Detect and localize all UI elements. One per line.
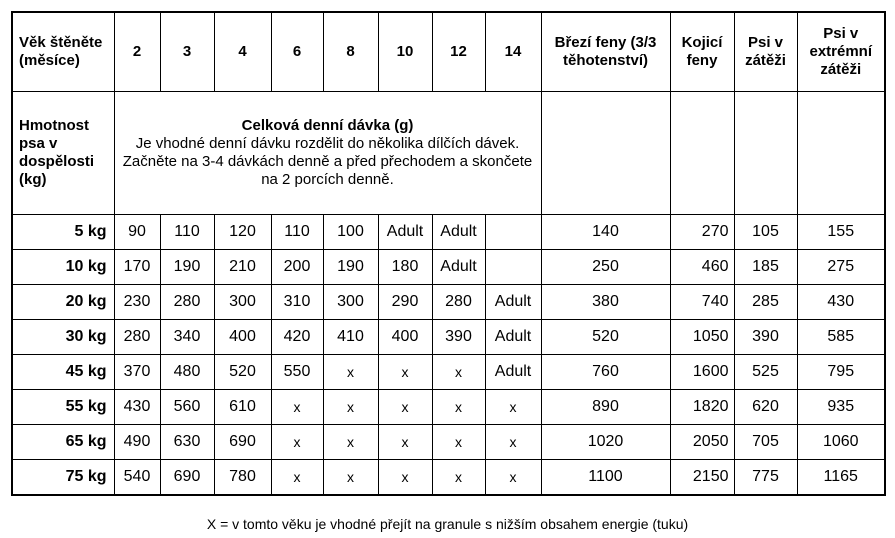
puppy-dose-cell: 410	[323, 320, 378, 355]
month-header: 10	[378, 12, 432, 92]
daily-dose-note	[114, 92, 541, 215]
puppy-dose-cell: x	[323, 460, 378, 496]
puppy-dose-cell: 310	[271, 285, 323, 320]
puppy-dose-cell: 560	[160, 390, 214, 425]
puppy-dose-cell: x	[432, 355, 485, 390]
puppy-dose-cell: 280	[432, 285, 485, 320]
puppy-dose-cell: 520	[214, 355, 271, 390]
empty-cell	[797, 92, 885, 215]
puppy-dose-cell: x	[378, 355, 432, 390]
lactating-dose-cell: 1600	[670, 355, 734, 390]
puppy-dose-cell: 200	[271, 250, 323, 285]
lactating-dose-cell: 1050	[670, 320, 734, 355]
table-row	[12, 285, 885, 320]
table-row	[12, 460, 885, 496]
month-header: 3	[160, 12, 214, 92]
lactating-dose-cell: 740	[670, 285, 734, 320]
pregnant-dose-cell: 1020	[541, 425, 670, 460]
working-dose-cell: 105	[734, 215, 797, 250]
puppy-dose-cell: 90	[114, 215, 160, 250]
feeding-table	[11, 11, 886, 496]
weight-cell: 55 kg	[12, 390, 114, 425]
weight-cell: 20 kg	[12, 285, 114, 320]
table-row	[12, 355, 885, 390]
pregnant-header: Březí feny (3/3 těhotenství)	[541, 12, 670, 92]
lactating-dose-cell: 1820	[670, 390, 734, 425]
puppy-dose-cell: 120	[214, 215, 271, 250]
empty-cell	[734, 92, 797, 215]
age-header: Věk štěněte (měsíce)	[12, 12, 114, 92]
puppy-dose-cell: 170	[114, 250, 160, 285]
puppy-dose-cell: 550	[271, 355, 323, 390]
puppy-dose-cell: 540	[114, 460, 160, 496]
puppy-dose-cell	[485, 250, 541, 285]
working-header: Psi v zátěži	[734, 12, 797, 92]
puppy-dose-cell: x	[323, 390, 378, 425]
subheader-row	[12, 92, 885, 215]
puppy-dose-cell: x	[432, 460, 485, 496]
extreme-dose-cell: 1165	[797, 460, 885, 496]
puppy-dose-cell: 190	[160, 250, 214, 285]
pregnant-dose-cell: 1100	[541, 460, 670, 496]
puppy-dose-cell: x	[378, 460, 432, 496]
footnote: X = v tomto věku je vhodné přejít na granule s nižším obsahem energie (tuku)	[206, 516, 689, 532]
extreme-dose-cell: 1060	[797, 425, 885, 460]
extreme-dose-cell: 430	[797, 285, 885, 320]
puppy-dose-cell: x	[485, 390, 541, 425]
puppy-dose-cell: x	[378, 425, 432, 460]
lactating-header: Kojicí feny	[670, 12, 734, 92]
puppy-dose-cell: 610	[214, 390, 271, 425]
puppy-dose-cell: 110	[271, 215, 323, 250]
puppy-dose-cell: x	[432, 390, 485, 425]
weight-cell: 45 kg	[12, 355, 114, 390]
puppy-dose-cell	[485, 215, 541, 250]
puppy-dose-cell: 100	[323, 215, 378, 250]
puppy-dose-cell: Adult	[485, 285, 541, 320]
weight-header: Hmotnost psa v dospělosti (kg)	[12, 92, 114, 215]
working-dose-cell: 620	[734, 390, 797, 425]
month-header: 2	[114, 12, 160, 92]
weight-cell: 10 kg	[12, 250, 114, 285]
puppy-dose-cell: 390	[432, 320, 485, 355]
working-dose-cell: 185	[734, 250, 797, 285]
puppy-dose-cell: 180	[378, 250, 432, 285]
working-dose-cell: 390	[734, 320, 797, 355]
lactating-dose-cell: 460	[670, 250, 734, 285]
daily-dose-title: Celková denní dávka (g)	[241, 117, 414, 134]
puppy-dose-cell: Adult	[432, 250, 485, 285]
extreme-header: Psi v extrémní zátěži	[797, 12, 885, 92]
puppy-dose-cell: 300	[323, 285, 378, 320]
extreme-dose-cell: 585	[797, 320, 885, 355]
pregnant-dose-cell: 760	[541, 355, 670, 390]
working-dose-cell: 525	[734, 355, 797, 390]
extreme-dose-cell: 795	[797, 355, 885, 390]
puppy-dose-cell: 110	[160, 215, 214, 250]
puppy-dose-cell: Adult	[485, 320, 541, 355]
puppy-dose-cell: 430	[114, 390, 160, 425]
table-row	[12, 250, 885, 285]
puppy-dose-cell: x	[271, 425, 323, 460]
working-dose-cell: 705	[734, 425, 797, 460]
table-row	[12, 320, 885, 355]
puppy-dose-cell: 690	[214, 425, 271, 460]
month-header: 8	[323, 12, 378, 92]
puppy-dose-cell: x	[271, 460, 323, 496]
table-row	[12, 425, 885, 460]
working-dose-cell: 285	[734, 285, 797, 320]
weight-cell: 65 kg	[12, 425, 114, 460]
extreme-dose-cell: 155	[797, 215, 885, 250]
weight-cell: 75 kg	[12, 460, 114, 496]
weight-cell: 30 kg	[12, 320, 114, 355]
puppy-dose-cell: 280	[160, 285, 214, 320]
puppy-dose-cell: 230	[114, 285, 160, 320]
puppy-dose-cell: 480	[160, 355, 214, 390]
puppy-dose-cell: 690	[160, 460, 214, 496]
puppy-dose-cell: 630	[160, 425, 214, 460]
extreme-dose-cell: 275	[797, 250, 885, 285]
puppy-dose-cell: 370	[114, 355, 160, 390]
daily-dose-text: Je vhodné denní dávku rozdělit do několika dílčích dávek. Začněte na 3-4 dávkách denně a před přechodem a skončete na 2 porcích denně.	[122, 135, 533, 188]
puppy-dose-cell: 190	[323, 250, 378, 285]
empty-cell	[541, 92, 670, 215]
empty-cell	[670, 92, 734, 215]
lactating-dose-cell: 270	[670, 215, 734, 250]
puppy-dose-cell: 780	[214, 460, 271, 496]
puppy-dose-cell: 290	[378, 285, 432, 320]
month-header: 12	[432, 12, 485, 92]
puppy-dose-cell: Adult	[432, 215, 485, 250]
table-row	[12, 390, 885, 425]
pregnant-dose-cell: 250	[541, 250, 670, 285]
puppy-dose-cell: 210	[214, 250, 271, 285]
pregnant-dose-cell: 520	[541, 320, 670, 355]
working-dose-cell: 775	[734, 460, 797, 496]
weight-cell: 5 kg	[12, 215, 114, 250]
puppy-dose-cell: 400	[214, 320, 271, 355]
month-header: 4	[214, 12, 271, 92]
puppy-dose-cell: x	[485, 460, 541, 496]
puppy-dose-cell: x	[271, 390, 323, 425]
puppy-dose-cell: 400	[378, 320, 432, 355]
puppy-dose-cell: 280	[114, 320, 160, 355]
puppy-dose-cell: Adult	[378, 215, 432, 250]
puppy-dose-cell: 340	[160, 320, 214, 355]
month-header: 6	[271, 12, 323, 92]
puppy-dose-cell: Adult	[485, 355, 541, 390]
lactating-dose-cell: 2050	[670, 425, 734, 460]
extreme-dose-cell: 935	[797, 390, 885, 425]
puppy-dose-cell: 420	[271, 320, 323, 355]
pregnant-dose-cell: 890	[541, 390, 670, 425]
table-row	[12, 215, 885, 250]
puppy-dose-cell: 300	[214, 285, 271, 320]
header-row	[12, 12, 885, 92]
pregnant-dose-cell: 140	[541, 215, 670, 250]
puppy-dose-cell: x	[378, 390, 432, 425]
puppy-dose-cell: x	[323, 355, 378, 390]
lactating-dose-cell: 2150	[670, 460, 734, 496]
puppy-dose-cell: x	[323, 425, 378, 460]
month-header: 14	[485, 12, 541, 92]
pregnant-dose-cell: 380	[541, 285, 670, 320]
puppy-dose-cell: x	[432, 425, 485, 460]
puppy-dose-cell: 490	[114, 425, 160, 460]
puppy-dose-cell: x	[485, 425, 541, 460]
